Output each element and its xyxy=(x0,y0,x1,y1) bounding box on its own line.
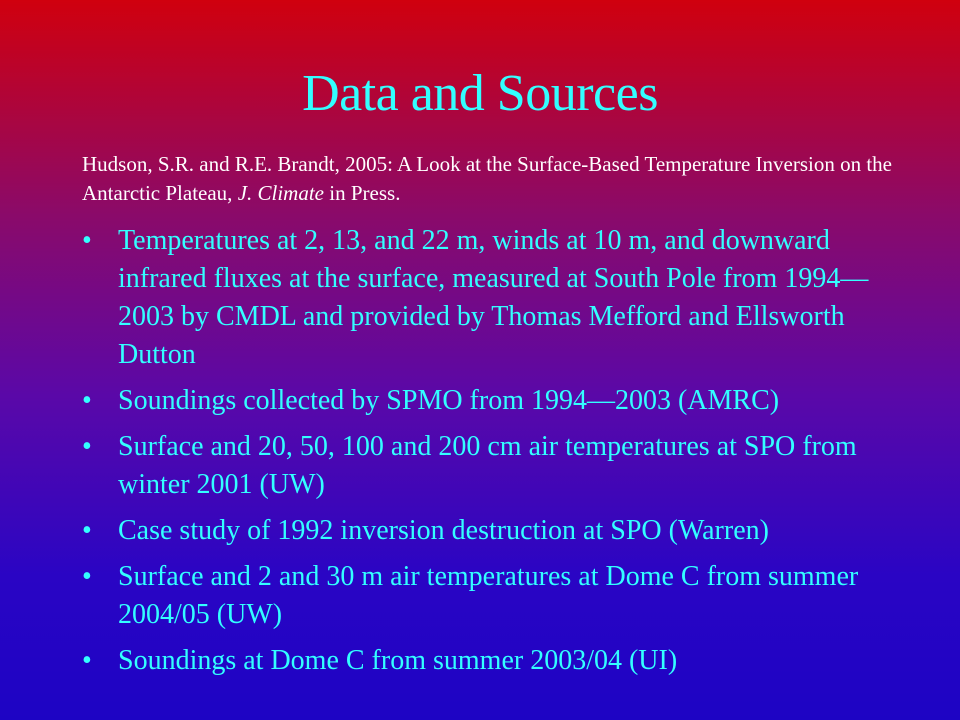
bullet-item xyxy=(82,512,902,550)
bullet-text: Surface and 20, 50, 100 and 200 cm air temperatures at SPO from winter 2001 (UW) xyxy=(118,431,857,500)
bullet-text: Temperatures at 2, 13, and 22 m, winds at 10 m, and downward infrared fluxes at the surface, measured at South Pole from 1994—2003 by CMDL and provided by Thomas Mefford and Ellsworth Dutton xyxy=(118,225,869,370)
bullet-icon: • xyxy=(82,515,92,546)
bullet-icon: • xyxy=(82,385,92,416)
bullet-item xyxy=(82,382,902,420)
bullet-item xyxy=(82,428,902,504)
bullet-item xyxy=(82,558,902,634)
bullet-item xyxy=(82,222,902,374)
bullet-text: Soundings collected by SPMO from 1994—2003 (AMRC) xyxy=(118,385,780,416)
bullet-text: Soundings at Dome C from summer 2003/04 (UI) xyxy=(118,645,678,676)
citation xyxy=(82,150,902,208)
bullet-list xyxy=(82,222,902,688)
bullet-icon: • xyxy=(82,431,92,462)
bullet-icon: • xyxy=(82,561,92,592)
bullet-icon: • xyxy=(82,225,92,256)
citation-text: Hudson, S.R. and R.E. Brandt, 2005: A Look at the Surface-Based Temperature Inversion on the Antarctic Plateau, xyxy=(82,152,892,205)
citation-status: in Press. xyxy=(324,181,401,205)
bullet-text: Case study of 1992 inversion destruction at SPO (Warren) xyxy=(118,515,769,546)
bullet-icon: • xyxy=(82,645,92,676)
citation-journal: J. Climate xyxy=(237,181,325,205)
slide-title: Data and Sources xyxy=(302,65,658,122)
bullet-item xyxy=(82,642,902,680)
bullet-text: Surface and 2 and 30 m air temperatures at Dome C from summer 2004/05 (UW) xyxy=(118,561,859,630)
